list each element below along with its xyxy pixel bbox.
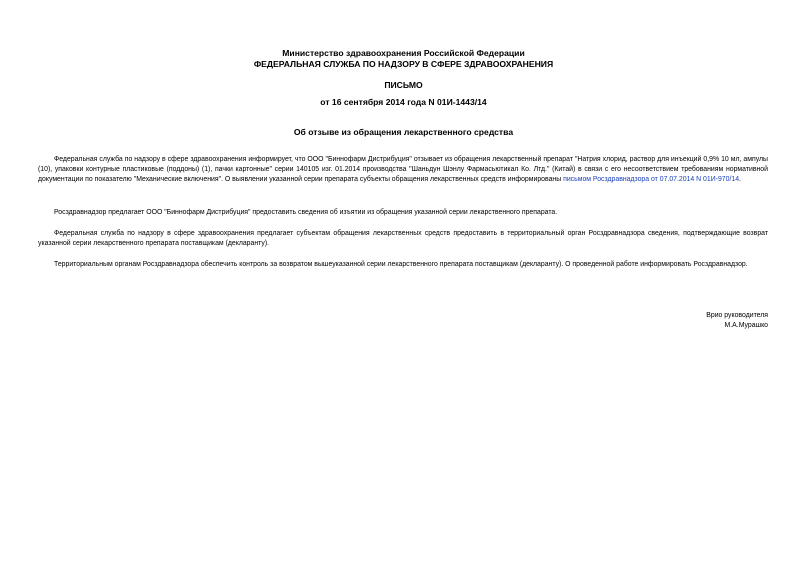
paragraph-4 — [38, 260, 768, 270]
paragraph-3 — [38, 229, 768, 249]
document-type: ПИСЬМО — [384, 80, 423, 90]
paragraph-1 — [38, 155, 768, 184]
paragraph-1-text: Федеральная служба по надзору в сфере здравоохранения информирует, что ООО "Биннофарм Дистрибуция" отзывает из обращения лекарственный препарат "Натрия хлорид, раствор для инъекций 0,9% 10 мл, ампулы (10), упаковки контурные пластиковые (поддоны) (1), пачки картонные" серии 140105 изг. 01.2014 производства "Шаньдун Шэнлу Фармасьютикал Ко. Лтд." (Китай) в связи с его несоответствием требованиям нормативной документации по показателю "Механические включения". О выявлении указанной серии препарата субъекты обращения лекарственных средств информированы — [38, 156, 768, 183]
signatory-role: Врио руководителя — [706, 312, 768, 319]
document-title: Об отзыве из обращения лекарственного средства — [293, 127, 514, 137]
paragraph-2-text: Росздравнадзор предлагает ООО "Биннофарм Дистрибуция" предоставить сведения об изъятии из обращения указанной серии лекарственного препарата. — [54, 209, 558, 216]
ministry-name: Министерство здравоохранения Российской Федерации — [282, 48, 525, 58]
paragraph-3-text: Федеральная служба по надзору в сфере здравоохранения предлагает субъектам обращения лекарственных средств предоставить в территориальный орган Росздравнадзора сведения, подтверждающие возврат указанной серии лекарственного препарата поставщикам (декларанту). — [38, 230, 768, 247]
paragraph-2 — [38, 208, 768, 218]
document-date-number: от 16 сентября 2014 года N 01И-1443/14 — [320, 97, 487, 107]
signatory-name: М.А.Мурашко — [724, 322, 768, 329]
referenced-letter-link[interactable]: письмом Росздравнадзора от 07.07.2014 N 01И-970/14 — [563, 175, 740, 183]
service-name: ФЕДЕРАЛЬНАЯ СЛУЖБА ПО НАДЗОРУ В СФЕРЕ ЗДРАВООХРАНЕНИЯ — [253, 59, 554, 69]
paragraph-4-text: Территориальным органам Росздравнадзора обеспечить контроль за возвратом вышеуказанной серии лекарственного препарата поставщикам (декларанту). О проведенной работе информировать Росздравнадзор. — [54, 261, 748, 268]
paragraph-1-end: . — [739, 175, 741, 183]
